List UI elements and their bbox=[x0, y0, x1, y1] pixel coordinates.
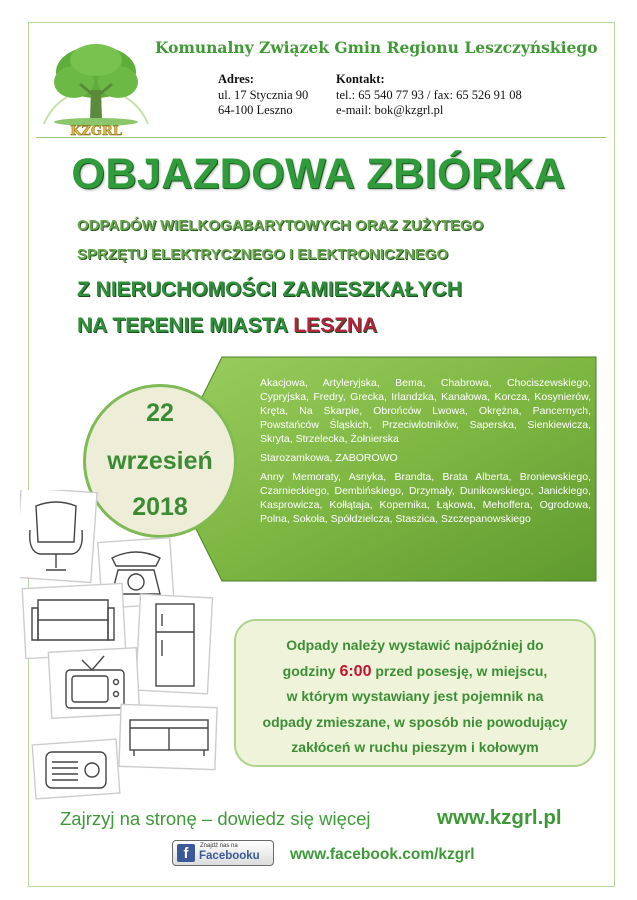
fridge-icon bbox=[136, 594, 213, 694]
facebook-url[interactable]: www.facebook.com/kzgrl bbox=[290, 846, 475, 863]
notice-box bbox=[234, 619, 596, 767]
notice-line-1: Odpady należy wystawić najpóźniej do bbox=[286, 637, 544, 653]
contact-email: e-mail: bok@kzgrl.pl bbox=[336, 103, 444, 117]
header-divider bbox=[36, 137, 606, 138]
facebook-badge-brand: Facebooku bbox=[199, 850, 260, 862]
contact-label: Kontakt: bbox=[336, 72, 385, 86]
subtitle-line-4 bbox=[77, 314, 377, 338]
facebook-badge[interactable] bbox=[172, 840, 274, 866]
armchair-icon bbox=[20, 490, 97, 583]
streets-group-3: Anny Memoraty, Asnyka, Brandta, Brata Alberta, Broniewskiego, Czarnieckiego, Dembińskiego, Drzymały, Dunikowskiego, Janickiego, Kasprowicza, Kołłątaja, Kopernika, Łąkowa, Mehoffera, Ogrodowa, Polna, Sokoła, Spółdzielcza, Staszica, Szczepanowskiego bbox=[260, 471, 591, 525]
notice-line-2-post: przed posesję, w miejscu, bbox=[375, 662, 548, 679]
website-link[interactable]: www.kzgrl.pl bbox=[437, 806, 562, 829]
radio-icon bbox=[32, 739, 120, 799]
streets-list bbox=[260, 376, 591, 531]
organization-name: Komunalny Związek Gmin Regionu Leszczyńskiego bbox=[155, 38, 598, 57]
facebook-f-icon: f bbox=[177, 844, 195, 862]
address-line-2: 64-100 Leszno bbox=[218, 103, 293, 117]
logo-text: KZGRL bbox=[70, 124, 122, 139]
notice-time: 6:00 bbox=[339, 662, 372, 680]
notice-line-2-pre: godziny bbox=[282, 662, 336, 679]
date-month: wrzesień bbox=[107, 447, 213, 475]
facebook-badge-small-text: Znajdź nas na bbox=[200, 843, 238, 849]
subtitle-line-3: Z NIERUCHOMOŚCI ZAMIESZKAŁYCH bbox=[77, 278, 462, 301]
appliance-illustrations bbox=[20, 490, 220, 800]
address-block bbox=[218, 72, 308, 119]
streets-group-1: Akacjowa, Artyleryjska, Bema, Chabrowa, Chociszewskiego, Cypryjska, Fredry, Grecka, Irlandzka, Kanałowa, Korcza, Kosynierów, Kręta, Na Skarpie, Obrońców Lwowa, Okrężna, Pancernych, Powstańców Śląskich, Przeciwlotników, Saperska, Sienkiewicza, Skryta, Strzelecka, Żołnierska bbox=[260, 377, 591, 445]
poster-title: OBJAZDOWA ZBIÓRKA bbox=[71, 150, 566, 198]
notice-line-4: odpady zmieszane, w sposób nie powodujący bbox=[262, 713, 568, 730]
visit-text: Zajrzyj na stronę – dowiedz się więcej bbox=[60, 808, 371, 829]
date-year: 2018 bbox=[132, 493, 188, 521]
tree-logo-icon bbox=[36, 32, 156, 140]
cabinet-icon bbox=[119, 704, 217, 769]
subtitle-line-2: SPRZĘTU ELEKTRYCZNEGO I ELEKTRONICZNEGO bbox=[77, 246, 449, 263]
contact-phone: tel.: 65 540 77 93 / fax: 65 526 91 08 bbox=[336, 87, 522, 102]
streets-group-2: Starozamkowa, ZABOROWO bbox=[260, 452, 398, 464]
address-line-1: ul. 17 Stycznia 90 bbox=[218, 87, 309, 102]
subtitle-line-1: ODPADÓW WIELKOGABARYTOWYCH ORAZ ZUŻYTEGO bbox=[77, 217, 484, 234]
sofa-icon bbox=[22, 583, 126, 658]
subtitle-prefix: NA TERENIE MIASTA bbox=[77, 314, 288, 337]
notice-line-2 bbox=[236, 659, 594, 685]
notice-line-5: zakłóceń w ruchu pieszym i kołowym bbox=[291, 739, 539, 755]
contact-block bbox=[336, 72, 522, 119]
address-label: Adres: bbox=[218, 72, 254, 86]
notice-line-3: w którym wystawiany jest pojemnik na bbox=[286, 688, 544, 704]
city-name: LESZNA bbox=[293, 314, 378, 337]
date-day: 22 bbox=[146, 399, 174, 427]
